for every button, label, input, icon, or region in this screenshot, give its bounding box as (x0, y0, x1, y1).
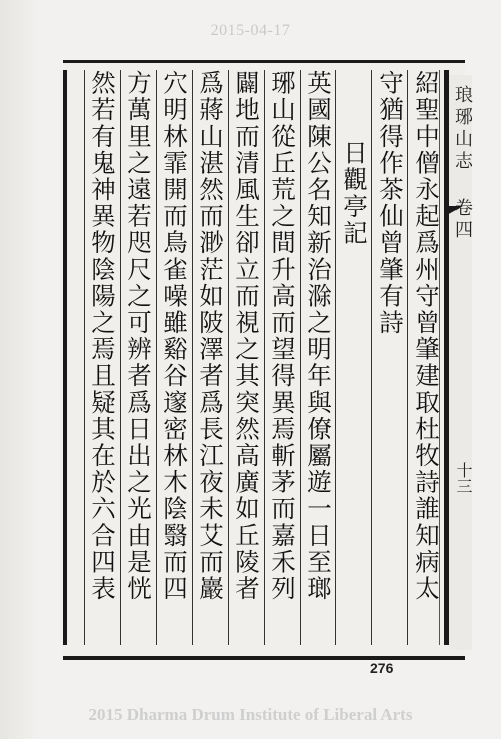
text-column-7: 爲蔣山湛然而渺茫如陂澤者爲長江夜未艾而巖 (196, 70, 225, 602)
column-separator (335, 70, 336, 645)
text-column-5: 琊山從丘荒之間升高而望得異焉斬茅而嘉禾列 (268, 70, 297, 602)
text-column-4: 英國陳公名知新治滁之明年與僚屬遊一日至瑯 (304, 70, 333, 602)
text-column-10: 然若有鬼神異物陰陽之焉且疑其在於六合四表 (88, 70, 117, 602)
fish-tail-mark (445, 206, 463, 216)
page-number: 276 (370, 660, 394, 676)
text-column-6: 闢地而清風生卻立而視之其突然高廣如丘陵者 (232, 70, 261, 602)
text-column-8: 穴明林霏開而鳥雀噪雖谿谷邃密林木陰翳而四 (160, 70, 189, 602)
margin-folio: 十三 (454, 462, 473, 494)
credit-watermark: 2015 Dharma Drum Institute of Liberal Arts (88, 705, 413, 724)
column-separator (371, 70, 372, 645)
section-heading: 日觀亭記 (340, 140, 369, 247)
column-separator (407, 70, 408, 645)
date-watermark: 2015-04-17 (210, 22, 291, 39)
binding-shadow (0, 0, 40, 739)
text-column-9: 方萬里之遠若咫尺之可辨者爲日出之光由是恍 (124, 70, 153, 602)
frame-left-rule (63, 70, 67, 645)
text-column-2: 守猶得作茶仙曾肇有詩 (376, 70, 405, 336)
text-column-1: 紹聖中僧永起爲州守曾肇建取杜牧詩誰知病太 (412, 70, 441, 602)
margin-title: 琅琊山志 卷四 (452, 85, 473, 242)
